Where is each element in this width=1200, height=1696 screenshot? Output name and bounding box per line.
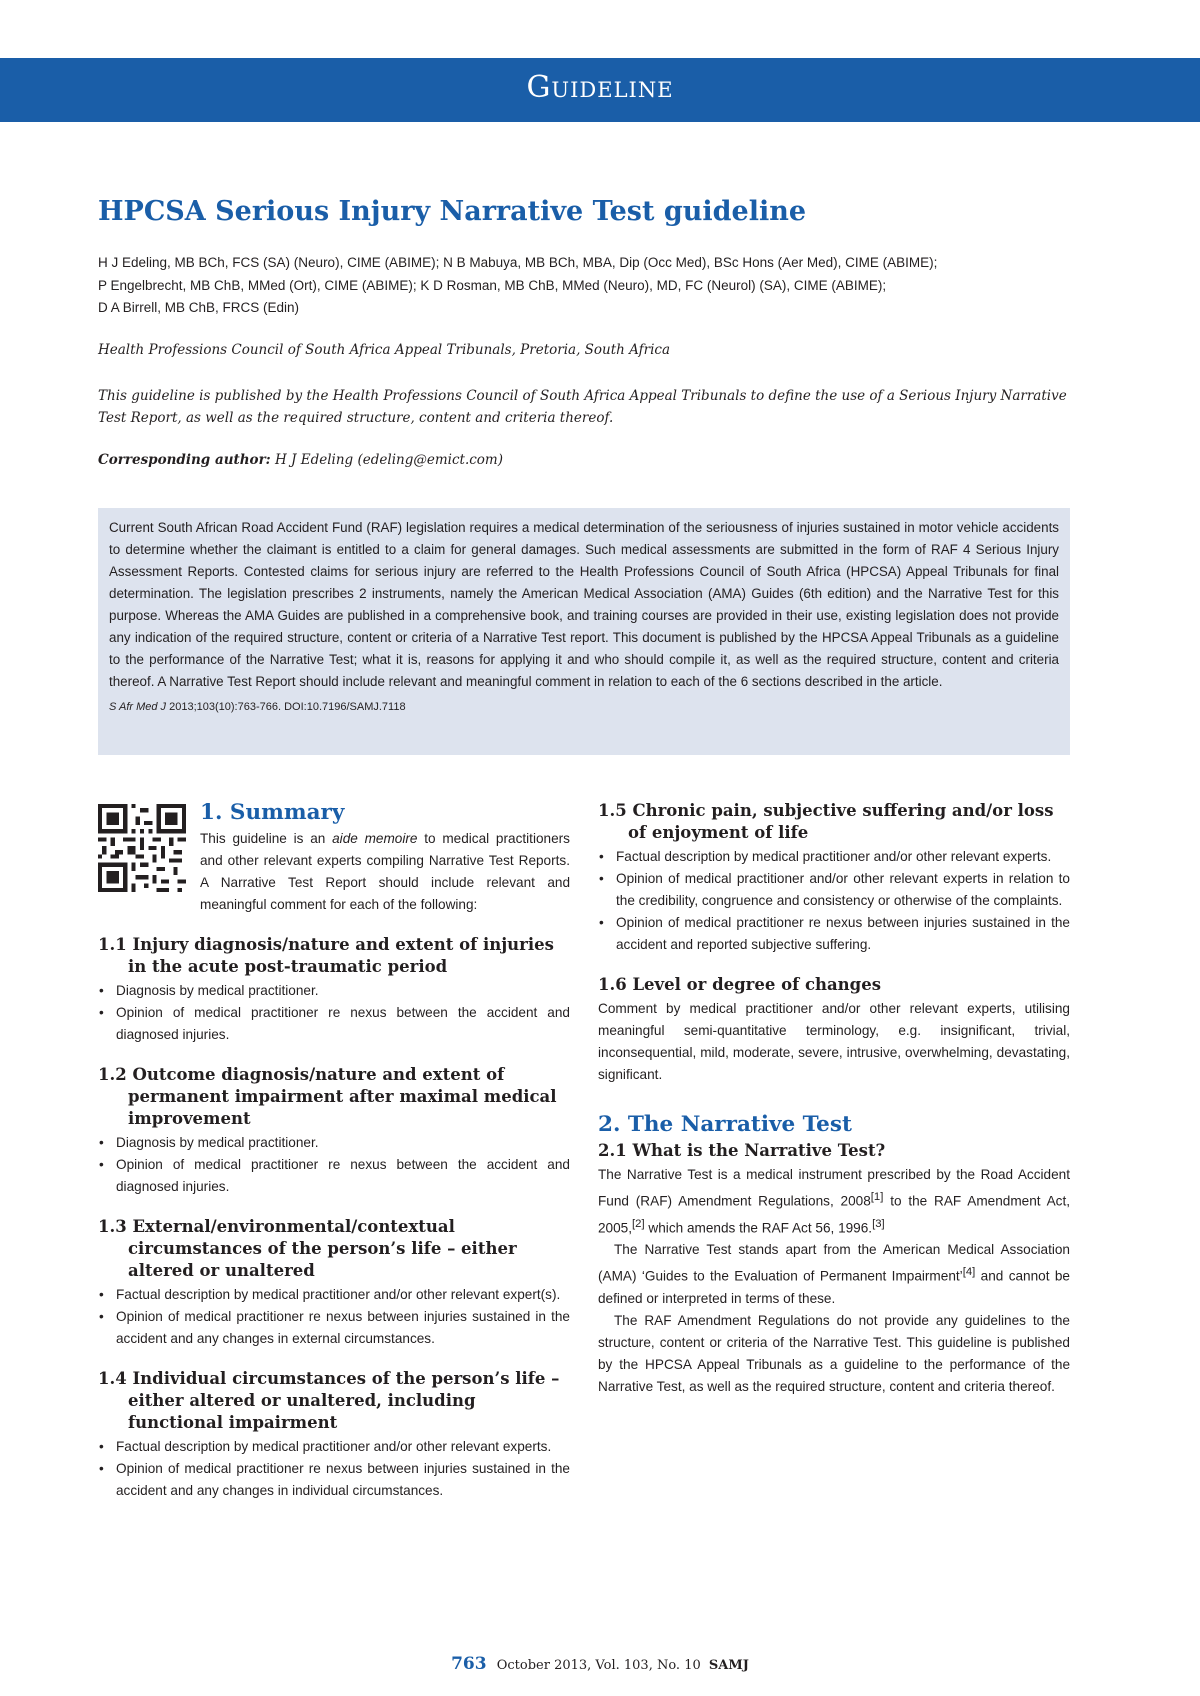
- section-2-heading: 2. The Narrative Test: [598, 1112, 852, 1137]
- reference-marker: [1]: [870, 1191, 884, 1203]
- summary-text-b: to medical practitioners and other relevant experts compiling Narrative Test Reports. A Narrative Test Report should include relevant and meaningful comment for each of the following:: [200, 831, 570, 912]
- affiliation: Health Professions Council of South Africa Appeal Tribunals, Pretoria, South Africa: [98, 342, 671, 358]
- abstract-text: Current South African Road Accident Fund (RAF) legislation requires a medical determination of the seriousness of injuries sustained in motor vehicle accidents to determine whether the claimant is entitled to a claim for general damages. Such medical assessments are submitted in the form of RAF 4 Serious Injury Assessment Reports. Contested claims for serious injury are referred to the Health Professions Council of South Africa (HPCSA) Appeal Tribunals for final determination. The legislation prescribes 2 instruments, namely the American Medical Association (AMA) Guides (6th edition) and the Narrative Test for this purpose. Whereas the AMA Guides are published in a comprehensive book, and training courses are provided in their use, existing legislation does not provide any indication of the required structure, content or criteria of a Narrative Test report. This document is published by the HPCSA Appeal Tribunals as a guideline to the performance of the Narrative Test; what it is, reasons for applying it and who should compile it, as well as the required structure, content and criteria thereof. A Narrative Test Report should include relevant and meaningful comment in relation to each of the 6 sections described in the article.: [109, 520, 1059, 689]
- intro-statement: This guideline is published by the Health Professions Council of South Africa Appeal Tribunals to define the use of a Serious Injury Narrative Test Report, as well as the required structure, content and criteria thereof.: [98, 388, 1067, 426]
- list-item: • Factual description by medical practitioner and/or other relevant expert(s).: [98, 1284, 570, 1306]
- right-column: [598, 800, 1070, 1398]
- subsection-2-1-heading: 2.1 What is the Narrative Test?: [598, 1141, 886, 1160]
- summary-text-italic: aide memoire: [332, 831, 418, 846]
- list-item: • Opinion of medical practitioner re nexus between injuries sustained in the accident and reported subjective suffering.: [598, 912, 1070, 956]
- guideline-banner: [0, 58, 1200, 122]
- page-number: 763: [451, 1654, 487, 1674]
- text-run: The Narrative Test stands apart from the American Medical Association (AMA) ‘Guides to the Evaluation of Permanent Impairment’: [598, 1242, 1070, 1284]
- subsection-1-1-list: [98, 980, 570, 1046]
- subsection-1-3-list: [98, 1284, 570, 1350]
- list-item: • Factual description by medical practitioner and/or other relevant experts.: [598, 846, 1070, 868]
- narrative-paragraph-1: [598, 1164, 1070, 1239]
- reference-marker: [4]: [962, 1266, 976, 1279]
- subsection-1-6-heading: 1.6 Level or degree of changes: [598, 975, 881, 994]
- list-item: • Factual description by medical practitioner and/or other relevant experts.: [98, 1436, 570, 1458]
- authors-line: H J Edeling, MB BCh, FCS (SA) (Neuro), CIME (ABIME); N B Mabuya, MB BCh, MBA, Dip (Occ Med), BSc Hons (Aer Med), CIME (ABIME);: [98, 255, 938, 270]
- left-column: [98, 800, 570, 1502]
- text-run: which amends the RAF Act 56, 1996.: [644, 1220, 873, 1236]
- authors-line: D A Birrell, MB ChB, FRCS (Edin): [98, 300, 300, 315]
- narrative-paragraph-3: The RAF Amendment Regulations do not provide any guidelines to the structure, content or criteria of the Narrative Test. This guideline is published by the HPCSA Appeal Tribunals as a guideline to the performance of the Narrative Test, as well as the required structure, content and criteria thereof.: [598, 1312, 1070, 1394]
- subsection-1-4-heading: 1.4 Individual circumstances of the person’s life – either altered or unaltered, including functional impairment: [98, 1369, 560, 1432]
- qr-code-icon: [98, 804, 186, 892]
- citation-details: 2013;103(10):763-766. DOI:10.7196/SAMJ.7118: [166, 701, 406, 713]
- list-item: • Opinion of medical practitioner re nexus between the accident and diagnosed injuries.: [98, 1002, 570, 1046]
- narrative-paragraph-2: [598, 1239, 1070, 1310]
- reference-marker: [2]: [632, 1217, 645, 1230]
- subsection-1-1-heading: 1.1 Injury diagnosis/nature and extent of injuries in the acute post-traumatic period: [98, 935, 554, 976]
- subsection-1-2-heading: 1.2 Outcome diagnosis/nature and extent of permanent impairment after maximal medical improvement: [98, 1065, 557, 1128]
- corresponding-label: Corresponding author:: [98, 452, 271, 468]
- subsection-1-5-heading: 1.5 Chronic pain, subjective suffering and/or loss of enjoyment of life: [598, 801, 1054, 842]
- list-item: • Opinion of medical practitioner re nexus between injuries sustained in the accident and any changes in external circumstances.: [98, 1306, 570, 1350]
- article-title: HPCSA Serious Injury Narrative Test guideline: [98, 196, 807, 227]
- subsection-1-3-heading: 1.3 External/environmental/contextual circumstances of the person’s life – either altered or unaltered: [98, 1217, 517, 1280]
- journal-name: SAMJ: [708, 1658, 749, 1673]
- subsection-1-2-list: [98, 1132, 570, 1198]
- text-run: and cannot be defined or interpreted in terms of these.: [598, 1268, 1070, 1306]
- summary-text-a: This guideline is an: [200, 831, 333, 846]
- text-run: The Narrative Test is a medical instrument prescribed by the Road Accident Fund (RAF) Amendment Regulations, 2008: [598, 1167, 1070, 1209]
- reference-marker: [3]: [872, 1217, 885, 1230]
- section-1-heading: 1. Summary: [200, 800, 345, 825]
- citation-journal: S Afr Med J: [109, 701, 167, 713]
- subsection-1-4-list: [98, 1436, 570, 1502]
- authors-line: P Engelbrecht, MB ChB, MMed (Ort), CIME (ABIME); K D Rosman, MB ChB, MMed (Neuro), MD, FC (Neurol) (SA), CIME (ABIME);: [98, 277, 887, 293]
- subsection-1-5-list: [598, 846, 1070, 956]
- citation: [109, 701, 1059, 713]
- page-footer: [0, 1654, 1200, 1674]
- corresponding-value: H J Edeling (edeling@emict.com): [274, 452, 503, 468]
- subsection-1-6-text: Comment by medical practitioner and/or other relevant experts, utilising meaningful semi-quantitative terminology, e.g. insignificant, trivial, inconsequential, mild, moderate, severe, intrusive, overwhelming, devastating, significant.: [598, 1001, 1070, 1082]
- text-run: to the RAF Amendment Act, 2005,: [598, 1193, 1071, 1236]
- list-item: • Opinion of medical practitioner re nexus between injuries sustained in the accident and any changes in individual circumstances.: [98, 1458, 570, 1502]
- banner-title: Guideline: [526, 70, 674, 105]
- list-item: • Opinion of medical practitioner and/or other relevant experts in relation to the credibility, congruence and consistency or otherwise of the complaints.: [598, 868, 1070, 912]
- list-item: • Diagnosis by medical practitioner.: [98, 1132, 570, 1154]
- list-item: • Diagnosis by medical practitioner.: [98, 980, 570, 1002]
- spacer: [598, 1086, 1070, 1112]
- abstract-box: [98, 508, 1070, 755]
- corresponding-author: [98, 452, 503, 468]
- list-item: • Opinion of medical practitioner re nexus between the accident and diagnosed injuries.: [98, 1154, 570, 1198]
- issue-info: October 2013, Vol. 103, No. 10: [496, 1658, 701, 1673]
- author-list: [98, 252, 1098, 320]
